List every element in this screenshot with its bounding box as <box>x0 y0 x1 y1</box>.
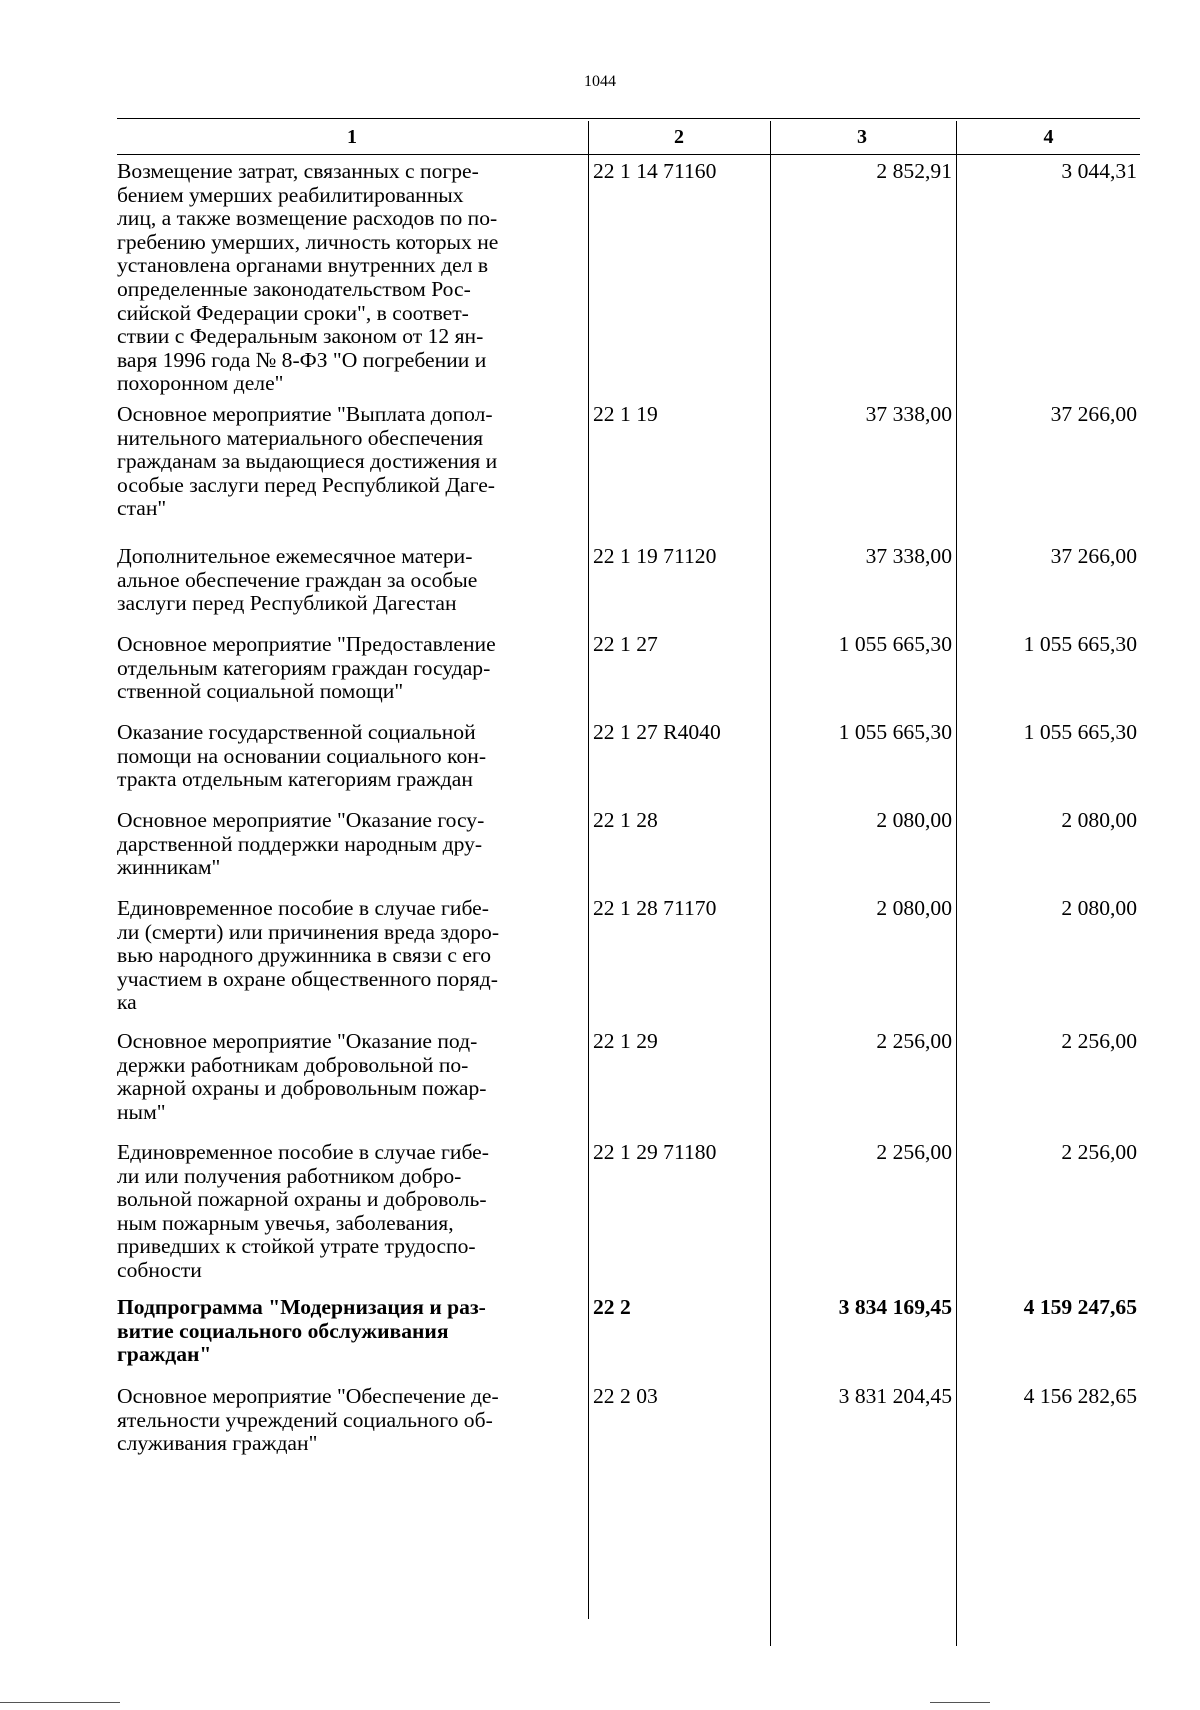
row-value-col4: 1 055 665,30 <box>1023 632 1137 656</box>
row-name: Дополнительное ежемесячное матери- альное обеспечение граждан за особые заслуги перед Республикой Дагестан <box>117 544 478 616</box>
header-col-4: 4 <box>1043 126 1054 148</box>
row-value-col3: 2 256,00 <box>876 1029 952 1053</box>
row-name: Оказание государственной социальной помощи на основании социального кон- тракта отдельным категориям граждан <box>117 720 487 792</box>
row-value-col4: 37 266,00 <box>1050 402 1137 426</box>
row-value-col4: 1 055 665,30 <box>1023 720 1137 744</box>
row-code: 22 1 28 71170 <box>593 896 717 920</box>
table-top-rule <box>117 118 1140 119</box>
row-name: Единовременное пособие в случае гибе- ли (смерти) или причинения вреда здоро- вью народного дружинника в связи с его участием в охране общественного поряд- ка <box>117 896 500 1015</box>
row-value-col3: 2 256,00 <box>876 1140 952 1164</box>
row-code: 22 1 29 <box>593 1029 658 1053</box>
row-name: Основное мероприятие "Предоставление отдельным категориям граждан государ- ственной социальной помощи" <box>117 632 496 704</box>
row-code: 22 2 03 <box>593 1384 658 1408</box>
row-value-col3: 2 080,00 <box>876 808 952 832</box>
row-code: 22 1 27 <box>593 632 658 656</box>
row-name: Основное мероприятие "Обеспечение де- ятельности учреждений социального об- служивания граждан" <box>117 1384 499 1456</box>
row-value-col4: 4 156 282,65 <box>1023 1384 1137 1408</box>
row-value-col3: 37 338,00 <box>865 402 952 426</box>
row-value-col3: 3 834 169,45 <box>838 1295 952 1319</box>
row-value-col3: 1 055 665,30 <box>838 632 952 656</box>
row-value-col3: 37 338,00 <box>865 544 952 568</box>
row-code: 22 1 29 71180 <box>593 1140 717 1164</box>
row-code: 22 1 28 <box>593 808 658 832</box>
row-value-col3: 2 080,00 <box>876 896 952 920</box>
header-col-2: 2 <box>674 126 684 148</box>
row-code: 22 1 14 71160 <box>593 159 717 183</box>
row-value-col4: 3 044,31 <box>1061 159 1137 183</box>
row-code: 22 1 27 R4040 <box>593 720 721 744</box>
row-value-col4: 2 080,00 <box>1061 808 1137 832</box>
row-value-col3: 3 831 204,45 <box>838 1384 952 1408</box>
row-value-col4: 2 256,00 <box>1061 1029 1137 1053</box>
row-name: Основное мероприятие "Оказание под- держки работникам добровольной по- жарной охраны и добровольным пожар- ным" <box>117 1029 487 1124</box>
header-col-3: 3 <box>857 126 867 148</box>
row-name: Единовременное пособие в случае гибе- ли или получения работником добро- вольной пожарной охраны и доброволь- ным пожарным увечья, заболевания, приведших к стойкой утрате трудоспо- собности <box>117 1140 489 1282</box>
scan-edge-mark-left <box>0 1702 120 1703</box>
row-value-col4: 37 266,00 <box>1050 544 1137 568</box>
row-value-col4: 2 080,00 <box>1061 896 1137 920</box>
row-name: Подпрограмма "Модернизация и раз- витие социального обслуживания граждан" <box>117 1295 486 1367</box>
column-divider-3 <box>956 121 957 1646</box>
row-name: Основное мероприятие "Выплата допол- нительного материального обеспечения гражданам за выдающиеся достижения и особые заслуги перед Республикой Даге- стан" <box>117 402 498 521</box>
header-col-1: 1 <box>347 126 357 148</box>
table-header <box>117 121 1140 155</box>
column-divider-2 <box>770 121 771 1646</box>
row-value-col4: 4 159 247,65 <box>1023 1295 1137 1319</box>
row-value-col3: 2 852,91 <box>876 159 952 183</box>
row-name: Возмещение затрат, связанных с погре- бением умерших реабилитированных лиц, а также возмещение расходов по по- гребению умерших, личность которых не установлена органами внутренних дел в определенные законодательством Рос- сийской Федерации сроки", в соответ- ствии с Федеральным законом от 12 ян- варя 1996 года № 8-ФЗ "О погребении и похоронном деле" <box>117 159 499 396</box>
row-code: 22 2 <box>593 1295 631 1319</box>
row-code: 22 1 19 <box>593 402 658 426</box>
row-value-col3: 1 055 665,30 <box>838 720 952 744</box>
row-value-col4: 2 256,00 <box>1061 1140 1137 1164</box>
row-code: 22 1 19 71120 <box>593 544 717 568</box>
scan-edge-mark-right <box>930 1702 990 1703</box>
row-name: Основное мероприятие "Оказание госу- дарственной поддержки народным дру- жинникам" <box>117 808 485 880</box>
column-divider-1 <box>588 121 589 1619</box>
page-number: 1044 <box>584 73 616 90</box>
